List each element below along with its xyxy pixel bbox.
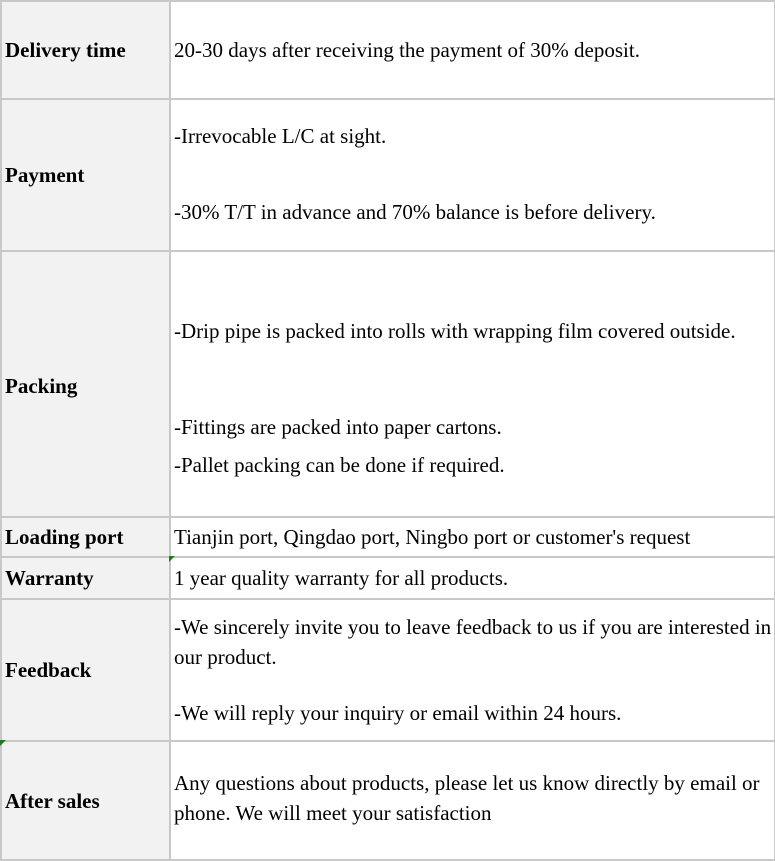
- table-row-after-sales: [1, 741, 775, 860]
- table-row-delivery-time: [1, 1, 775, 99]
- table-row-warranty: [1, 557, 775, 599]
- table-row-loading-port: [1, 517, 775, 557]
- value-line: -Fittings are packed into paper cartons.: [174, 415, 502, 439]
- row-label: Feedback: [1, 599, 170, 741]
- value-line: -Pallet packing can be done if required.: [174, 453, 505, 477]
- value-line: -Irrevocable L/C at sight.: [174, 124, 387, 148]
- row-value: [170, 251, 775, 517]
- value-line: -30% T/T in advance and 70% balance is before delivery.: [174, 200, 656, 224]
- value-line: 20-30 days after receiving the payment of 30% deposit.: [174, 38, 640, 62]
- row-label: Packing: [1, 251, 170, 517]
- table-row-payment: [1, 99, 775, 251]
- row-value: [170, 557, 775, 599]
- table-row-feedback: [1, 599, 775, 741]
- row-label: Warranty: [1, 557, 170, 599]
- table-row-packing: [1, 251, 775, 517]
- value-line: -Drip pipe is packed into rolls with wrapping film covered outside.: [174, 319, 736, 343]
- row-value: [170, 99, 775, 251]
- value-line: -We sincerely invite you to leave feedback to us if you are interested in our product.: [174, 615, 772, 669]
- row-value: [170, 517, 775, 557]
- value-line: -We will reply your inquiry or email within 24 hours.: [174, 701, 622, 725]
- row-value: [170, 599, 775, 741]
- value-line: Any questions about products, please let us know directly by email or phone. We will meet your satisfaction: [174, 770, 760, 825]
- row-label: Delivery time: [1, 1, 170, 99]
- value-line: 1 year quality warranty for all products.: [174, 566, 509, 590]
- row-label: After sales: [1, 741, 170, 860]
- row-label: Payment: [1, 99, 170, 251]
- row-label: Loading port: [1, 517, 170, 557]
- row-value: [170, 1, 775, 99]
- value-line: Tianjin port, Qingdao port, Ningbo port or customer's request: [174, 525, 691, 549]
- row-value: [170, 741, 775, 860]
